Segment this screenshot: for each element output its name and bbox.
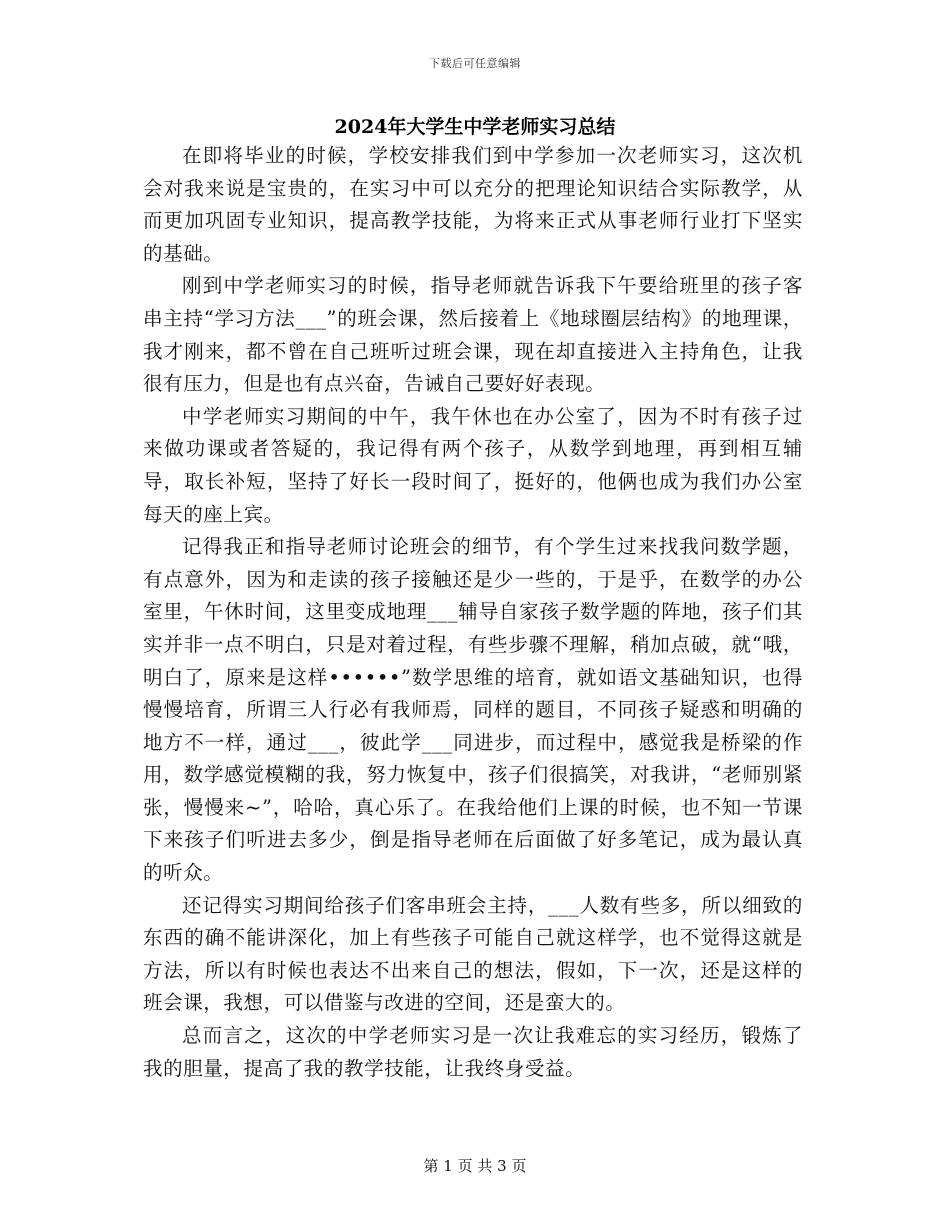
paragraph: 刚到中学老师实习的时候，指导老师就告诉我下午要给班里的孩子客串主持“学习方法___”的班会课，然后接着上《地球圈层结构》的地理课，我才刚来，都不曾在自己班听过班会课，现在却直接进入主持角色，让我很有压力，但是也有点兴奋，告诫自己要好好表现。	[143, 274, 803, 396]
paragraph: 总而言之，这次的中学老师实习是一次让我难忘的实习经历，锻炼了我的胆量，提高了我的教学技能，让我终身受益。	[143, 1024, 803, 1080]
document-body	[143, 140, 803, 1085]
paragraph: 在即将毕业的时候，学校安排我们到中学参加一次老师实习，这次机会对我来说是宝贵的，在实习中可以充分的把理论知识结合实际教学，从而更加巩固专业知识，提高教学技能，为将来正式从事老师行业打下坚实的基础。	[143, 144, 803, 265]
page-footer: 第 1 页 共 3 页	[423, 1157, 527, 1175]
header-note: 下载后可任意编辑	[429, 57, 521, 70]
document-title: 2024年大学生中学老师实习总结	[334, 116, 616, 138]
paragraph: 记得我正和指导老师讨论班会的细节，有个学生过来找我问数学题，有点意外，因为和走读的孩子接触还是少一些的，于是乎，在数学的办公室里，午休时间，这里变成地理___辅导自家孩子数学题的阵地，孩子们其实并非一点不明白，只是对着过程，有些步骤不理解，稍加点破，就“哦，明白了，原来是这样••••••”数学思维的培育，就如语文基础知识，也得慢慢培育，所谓三人行必有我师焉，同样的题目，不同孩子疑惑和明确的地方不一样，通过___，彼此学___同进步，而过程中，感觉我是桥梁的作用，数学感觉模糊的我，努力恢复中，孩子们很搞笑，对我讲，“老师别紧张，慢慢来~”，哈哈，真心乐了。在我给他们上课的时候，也不知一节课下来孩子们听进去多少，倒是指导老师在后面做了好多笔记，成为最认真的听众。	[143, 535, 803, 885]
paragraph: 中学老师实习期间的中午，我午休也在办公室了，因为不时有孩子过来做功课或者答疑的，我记得有两个孩子，从数学到地理，再到相互辅导，取长补短，坚持了好长一段时间了，挺好的，他俩也成为我们办公室每天的座上宾。	[143, 404, 803, 526]
paragraph: 还记得实习期间给孩子们客串班会主持，___人数有些多，所以细致的东西的确不能讲深化，加上有些孩子可能自己就这样学，也不觉得这就是方法，所以有时候也表达不出来自己的想法，假如，下一次，还是这样的班会课，我想，可以借鉴与改进的空间，还是蛮大的。	[143, 893, 803, 1015]
